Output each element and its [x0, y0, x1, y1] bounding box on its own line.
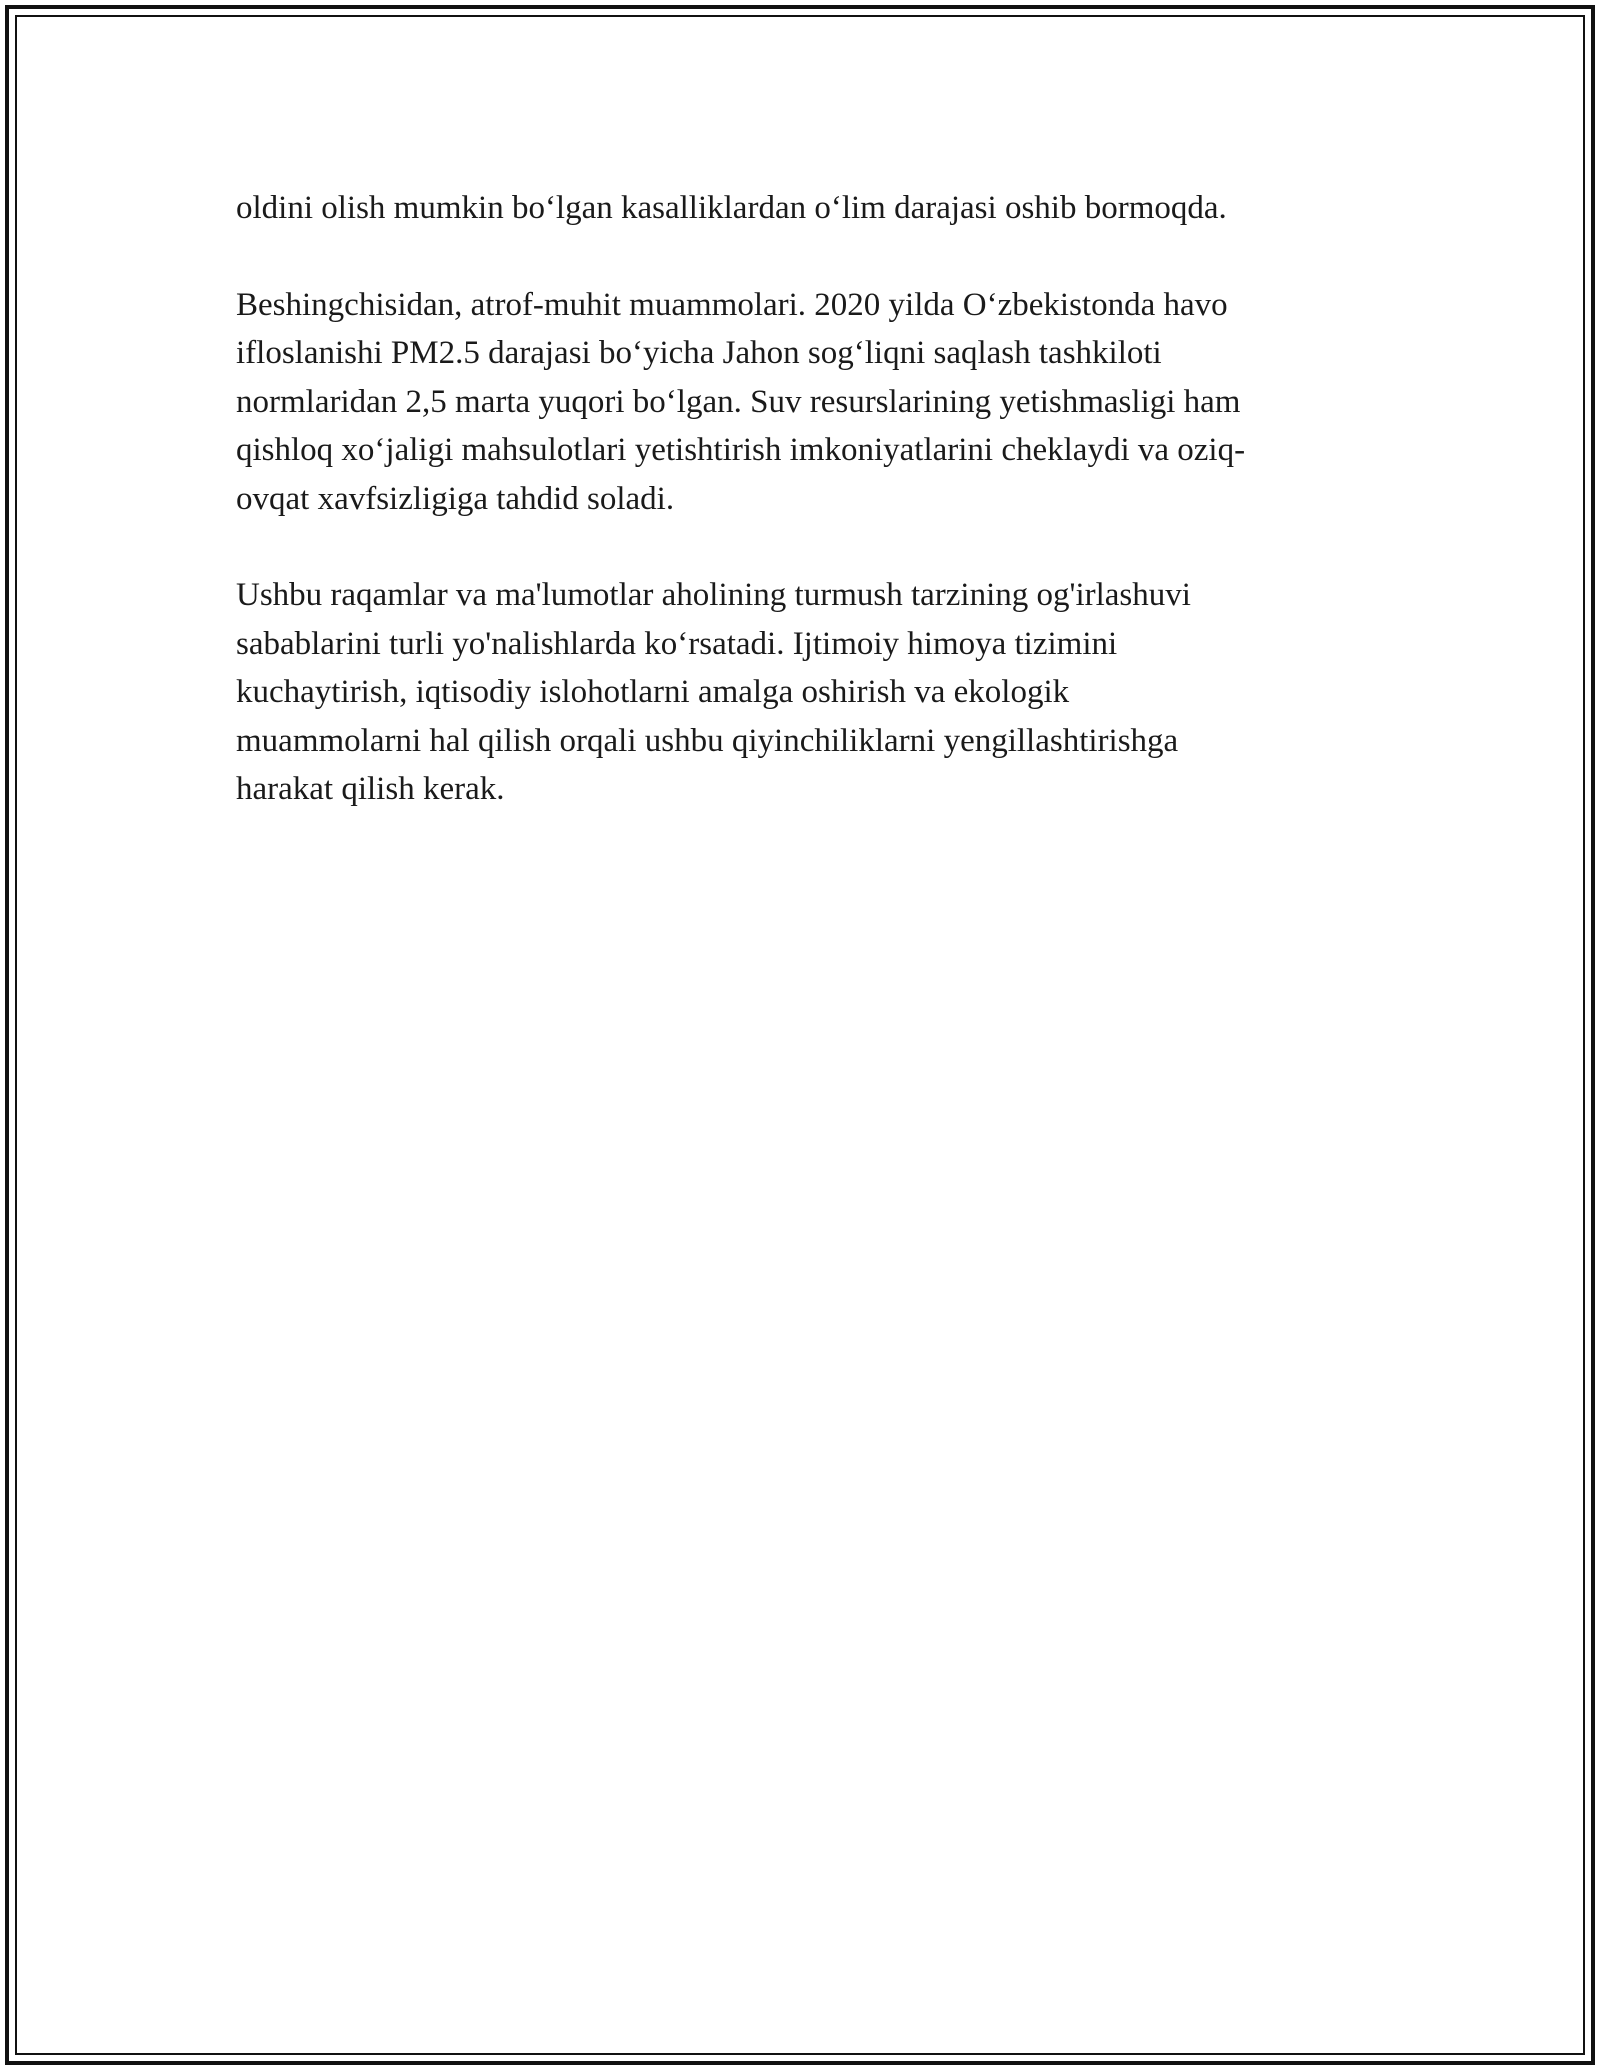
text-line: ovqat xavfsizligiga tahdid soladi.	[236, 480, 675, 517]
text-line: sabablarini turli yo'nalishlarda ko‘rsatadi. Ijtimoiy himoya tizimini	[236, 625, 1118, 662]
text-line: Beshingchisidan, atrof-muhit muammolari. 2020 yilda O‘zbekistonda havo	[236, 286, 1228, 323]
text-line: ifloslanishi PM2.5 darajasi bo‘yicha Jahon sog‘liqni saqlash tashkiloti	[236, 335, 1162, 371]
paragraph-1	[236, 184, 1396, 233]
paragraph-2	[236, 281, 1396, 524]
text-line: harakat qilish kerak.	[236, 771, 505, 807]
text-line: muammolarni hal qilish orqali ushbu qiyinchiliklarni yengillashtirishga	[236, 722, 1179, 759]
document-body	[236, 184, 1396, 862]
text-line: oldini olish mumkin bo‘lgan kasalliklardan o‘lim darajasi oshib bormoqda.	[236, 190, 1227, 226]
text-line: kuchaytirish, iqtisodiy islohotlarni amalga oshirish va ekologik	[236, 674, 1070, 710]
paragraph-3	[236, 571, 1396, 814]
text-line: normlaridan 2,5 marta yuqori bo‘lgan. Suv resurslarining yetishmasligi ham	[236, 383, 1241, 420]
text-line: Ushbu raqamlar va ma'lumotlar aholining turmush tarzining og'irlashuvi	[236, 577, 1191, 613]
text-line: qishloq xo‘jaligi mahsulotlari yetishtirish imkoniyatlarini cheklaydi va oziq-	[236, 432, 1246, 468]
